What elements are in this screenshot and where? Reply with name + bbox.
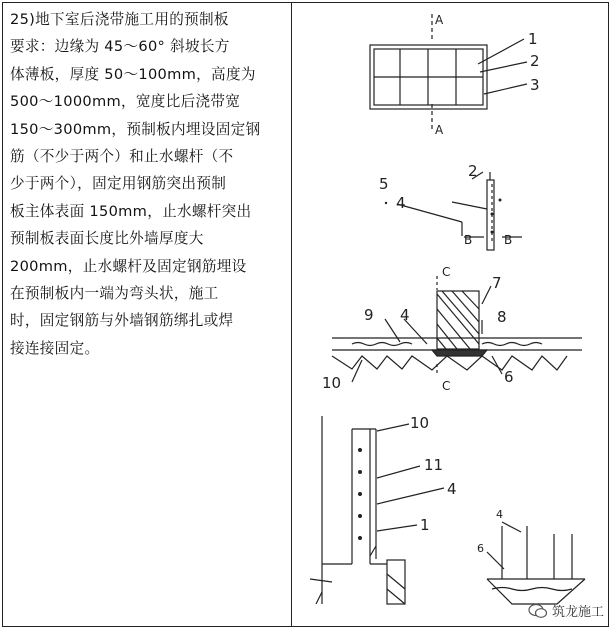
- description-text: [10, 6, 290, 362]
- text-line: 体薄板，厚度 50～100mm，高度为: [10, 65, 256, 83]
- section-b-left: B: [464, 233, 473, 247]
- label-8: 8: [497, 308, 507, 326]
- label-2: 2: [530, 52, 540, 70]
- label-1d: 1: [420, 516, 430, 534]
- text-line: 板主体表面 150mm，止水螺杆突出: [10, 202, 252, 220]
- watermark: [528, 601, 604, 620]
- label-1: 1: [528, 30, 538, 48]
- label-4d: 4: [447, 480, 457, 498]
- figure-section-c: [332, 276, 582, 382]
- drawings-panel: [292, 4, 607, 624]
- wechat-logo-icon: [528, 603, 548, 619]
- text-line: 筋（不少于两个）和止水螺杆（不: [10, 148, 234, 166]
- section-c-bottom: C: [442, 379, 451, 393]
- figure-plate-detail: [487, 522, 585, 604]
- text-line: 少于两个），固定用钢筋突出预制: [10, 175, 227, 193]
- text-line: 接连接固定。: [10, 339, 100, 357]
- label-6e: 6: [477, 542, 484, 555]
- section-c-top: C: [442, 265, 451, 279]
- label-3: 3: [530, 76, 540, 94]
- label-4e: 4: [496, 508, 503, 521]
- label-4c: 4: [400, 306, 410, 324]
- section-a-top: A: [435, 13, 444, 27]
- text-line: 预制板表面长度比外墙厚度大: [10, 230, 204, 248]
- text-line: 500～1000mm，宽度比后浇带宽: [10, 93, 241, 111]
- label-4: 4: [396, 194, 406, 212]
- label-10b: 10: [410, 414, 430, 432]
- label-11: 11: [424, 456, 444, 474]
- label-5: 5: [379, 175, 389, 193]
- watermark-text: 筑龙施工: [551, 605, 604, 620]
- text-line: 在预制板内一端为弯头状，施工: [10, 285, 219, 303]
- text-line: 150～300mm，预制板内埋设固定钢: [10, 120, 261, 138]
- figure-plan-view: [370, 14, 527, 130]
- label-6: 6: [504, 368, 514, 386]
- figure-wall-section: [310, 416, 444, 604]
- section-b-right: B: [504, 233, 513, 247]
- text-line: 时，固定钢筋与外墙钢筋绑扎或焊: [10, 312, 234, 330]
- label-2b: 2: [468, 162, 478, 180]
- label-10: 10: [322, 374, 342, 392]
- section-a-bottom: A: [435, 123, 444, 137]
- label-9: 9: [364, 306, 374, 324]
- text-line: 25)地下室后浇带施工用的预制板: [10, 11, 229, 28]
- text-line: 200mm，止水螺杆及固定钢筋埋设: [10, 257, 247, 275]
- label-7: 7: [492, 274, 502, 292]
- text-line: 要求：边缘为 45～60° 斜坡长方: [10, 38, 230, 56]
